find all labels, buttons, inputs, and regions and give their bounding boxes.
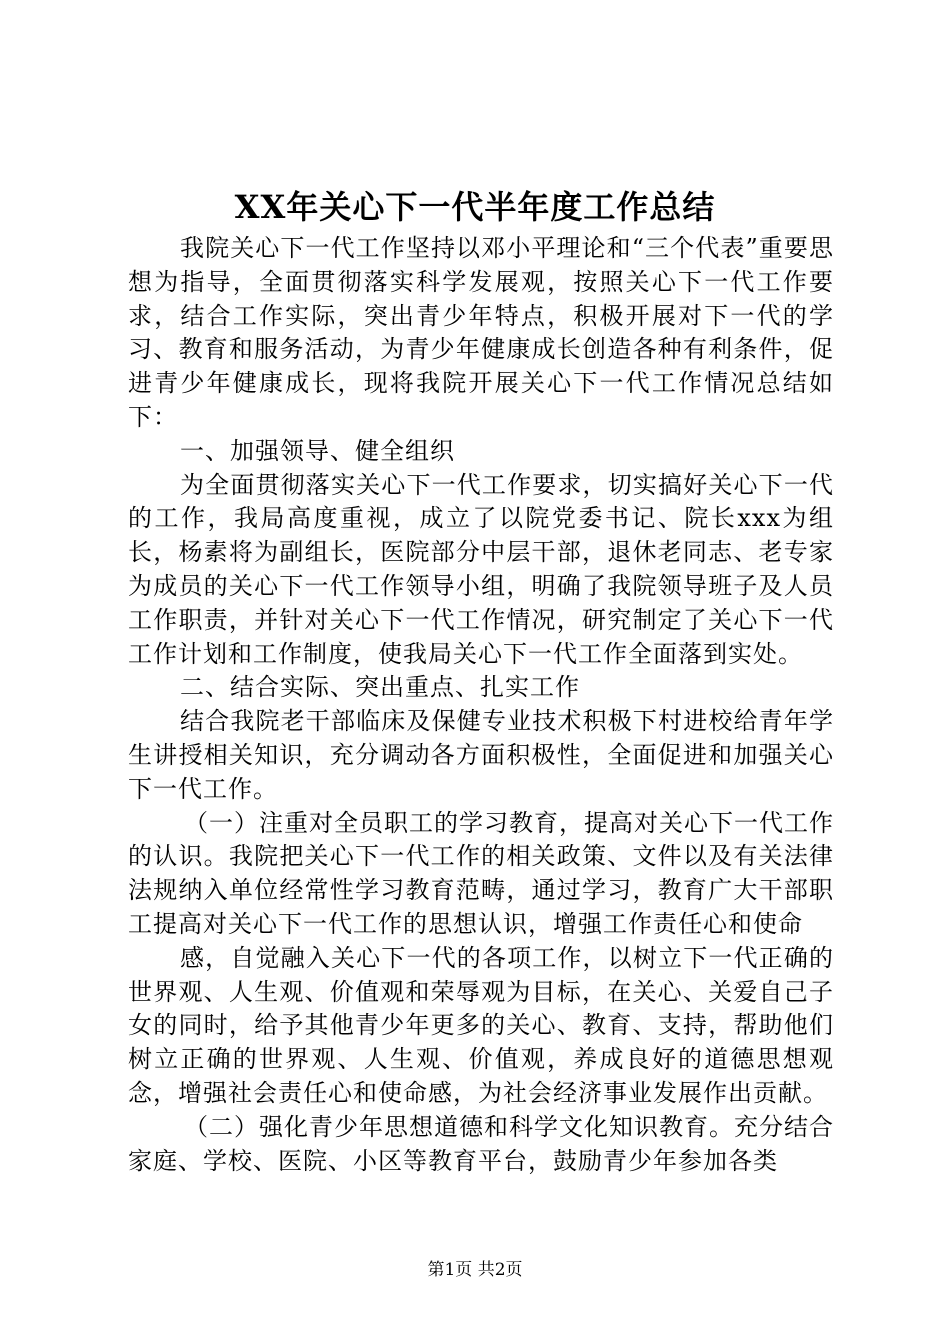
section-1-paragraph: 为全面贯彻落实关心下一代工作要求，切实搞好关心下一代的工作，我局高度重视，成立了以院党委书记、院长xxx为组长，杨素将为副组长，医院部分中层干部，退休老同志、老专家为成员的关心下一代工作领导小组，明确了我院领导班子及人员工作职责，并针对关心下一代工作情况，研究制定了关心下一代工作计划和工作制度，使我局关心下一代工作全面落到实处。 [128, 470, 834, 668]
subsection-1-continuation: 感，自觉融入关心下一代的各项工作，以树立下一代正确的世界观、人生观、价值观和荣辱观为目标，在关心、关爱自己子女的同时，给予其他青少年更多的关心、教育、支持，帮助他们树立正确的世界观、人生观、价值观，养成良好的道德思想观念，增强社会责任心和使命感，为社会经济事业发展作出贡献。 [128, 943, 834, 1107]
section-heading-2: 二、结合实际、突出重点、扎实工作 [180, 673, 580, 702]
document-body [128, 232, 834, 1178]
intro-paragraph: 我院关心下一代工作坚持以邓小平理论和“三个代表”重要思想为指导，全面贯彻落实科学发展观，按照关心下一代工作要求，结合工作实际，突出青少年特点，积极开展对下一代的学习、教育和服务活动，为青少年健康成长创造各种有利条件，促进青少年健康成长，现将我院开展关心下一代工作情况总结如下： [128, 234, 834, 431]
section-heading-1: 一、加强领导、健全组织 [180, 436, 455, 465]
page-footer: 第1页 共2页 [427, 1260, 523, 1280]
section-2-paragraph: 结合我院老干部临床及保健专业技术积极下村进校给青年学生讲授相关知识，充分调动各方面积极性，全面促进和加强关心下一代工作。 [128, 707, 834, 803]
subsection-1-paragraph: （一）注重对全员职工的学习教育，提高对关心下一代工作的认识。我院把关心下一代工作的相关政策、文件以及有关法律法规纳入单位经常性学习教育范畴，通过学习，教育广大干部职工提高对关心下一代工作的思想认识，增强工作责任心和使命 [128, 808, 834, 938]
subsection-2-paragraph: （二）强化青少年思想道德和科学文化知识教育。充分结合家庭、学校、医院、小区等教育平台，鼓励青少年参加各类 [128, 1112, 834, 1175]
document-title: XX年关心下一代半年度工作总结 [234, 188, 716, 226]
